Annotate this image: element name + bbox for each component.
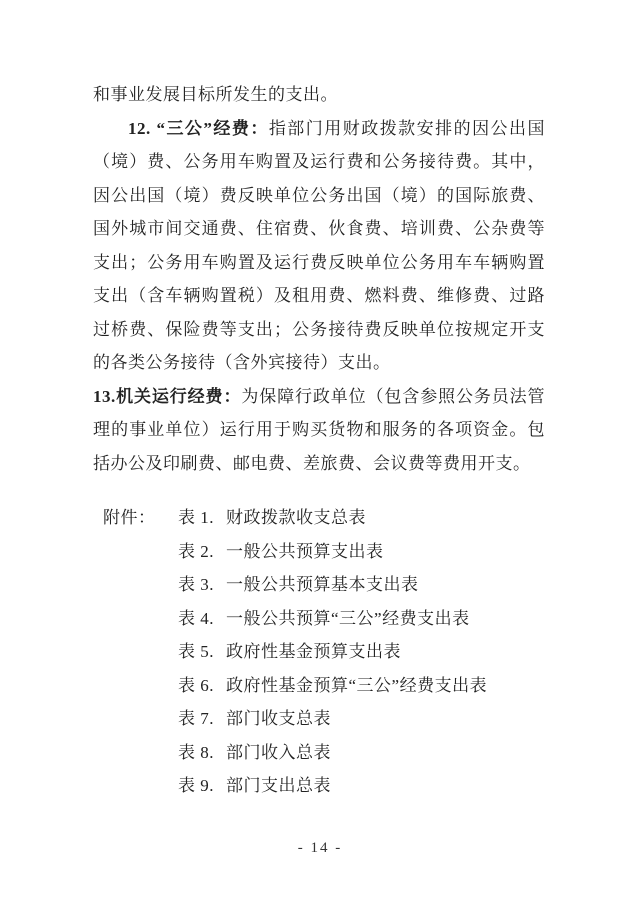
body-paragraph (93, 380, 545, 481)
document-body (93, 78, 545, 803)
attachment-title: 一般公共预算支出表 (226, 541, 384, 561)
attachment-title: 政府性基金预算“三公”经费支出表 (226, 675, 488, 695)
attachments-label: 附件： (103, 508, 156, 527)
attachment-title: 部门收入总表 (226, 742, 331, 762)
attachment-number: 表 1. (178, 508, 214, 527)
attachment-number: 表 5. (178, 642, 214, 661)
paragraph-lead: 13.机关运行经费： (93, 386, 242, 406)
paragraph-text: 和事业发展目标所发生的支出。 (93, 85, 338, 104)
paragraph-lead: 12. “三公”经费： (128, 118, 269, 138)
paragraph-text: 指部门用财政拨款安排的因公出国（境）费、公务用车购置及运行费和公务接待费。其中，因公出国（境）费反映单位公务出国（境）的国际旅费、国外城市间交通费、住宿费、伙食费、培训费、公杂费等支出；公务用车购置及运行费反映单位公务用车车辆购置支出（含车辆购置税）及租用费、燃料费、维修费、过路过桥费、保险费等支出；公务接待费反映单位按规定开支的各类公务接待（含外宾接待）支出。 (93, 118, 546, 372)
attachment-number: 表 2. (178, 541, 214, 561)
body-paragraph (93, 112, 545, 380)
attachment-item (178, 702, 545, 736)
attachment-title: 一般公共预算基本支出表 (226, 575, 419, 594)
body-paragraph (93, 78, 545, 112)
attachment-title: 部门支出总表 (226, 776, 331, 795)
attachment-item (178, 501, 545, 535)
attachment-number: 表 6. (178, 675, 214, 695)
attachment-item (178, 736, 545, 770)
attachment-item (178, 535, 545, 569)
attachment-number: 表 4. (178, 608, 214, 628)
attachment-number: 表 9. (178, 776, 214, 795)
page-number: - 14 - (297, 840, 343, 856)
attachment-title: 政府性基金预算支出表 (226, 642, 401, 661)
attachment-title: 一般公共预算“三公”经费支出表 (226, 608, 470, 628)
attachment-title: 财政拨款收支总表 (226, 508, 366, 527)
attachment-number: 表 7. (178, 709, 214, 728)
attachment-item (178, 602, 545, 636)
attachments-list (178, 501, 545, 803)
attachment-title: 部门收支总表 (226, 709, 331, 728)
attachment-item (178, 669, 545, 703)
attachment-item (178, 635, 545, 669)
attachment-item (178, 769, 545, 803)
attachment-number: 表 8. (178, 742, 214, 762)
attachment-item (178, 568, 545, 602)
attachments-block (103, 501, 545, 803)
attachment-number: 表 3. (178, 575, 214, 594)
paragraph-text: 为保障行政单位（包含参照公务员法管理的事业单位）运行用于购买货物和服务的各项资金。包括办公及印刷费、邮电费、差旅费、会议费等费用开支。 (93, 386, 546, 473)
